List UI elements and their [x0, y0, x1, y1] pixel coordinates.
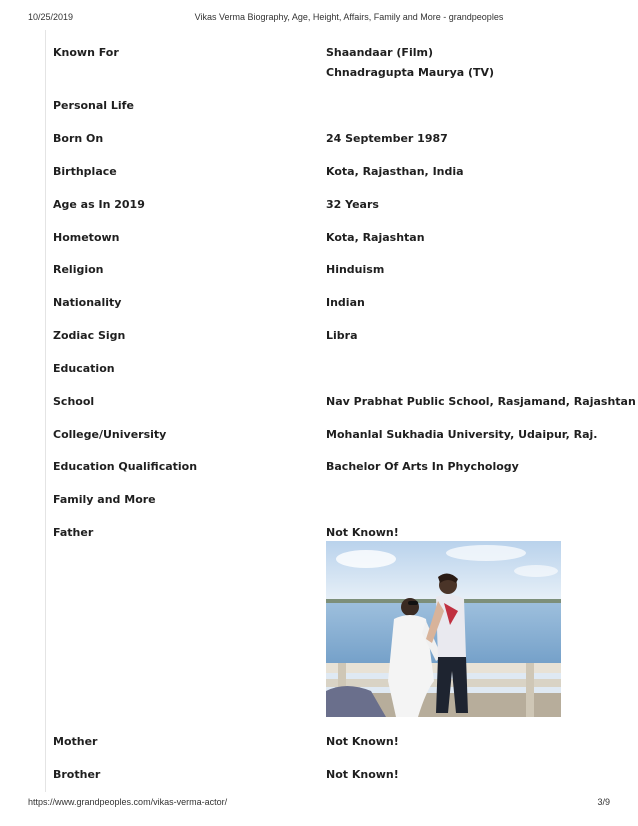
row-value: Not Known!	[326, 768, 399, 781]
row-label: Hometown	[53, 231, 120, 244]
row-value: Kota, Rajashtan	[326, 231, 425, 244]
row-value: Bachelor Of Arts In Phychology	[326, 460, 519, 473]
print-url: https://www.grandpeoples.com/vikas-verma-actor/	[28, 797, 228, 807]
row-label: Education Qualification	[53, 460, 198, 473]
row-label: College/University	[53, 428, 167, 441]
known-for-tv: Chnadragupta Maurya (TV)	[326, 66, 495, 79]
row-value: Not Known!	[326, 735, 399, 748]
left-divider	[45, 30, 46, 792]
print-header	[0, 12, 638, 24]
row-label: Father	[53, 526, 94, 539]
row-label: Birthplace	[53, 165, 117, 178]
row-label: Nationality	[53, 296, 122, 309]
row-value: Hinduism	[326, 263, 385, 276]
row-value: 24 September 1987	[326, 132, 448, 145]
row-label: Zodiac Sign	[53, 329, 126, 342]
row-label: Age as In 2019	[53, 198, 145, 211]
row-value: Nav Prabhat Public School, Rasjamand, Rajashtan	[326, 395, 636, 408]
row-label: Known For	[53, 46, 119, 59]
print-page-title: Vikas Verma Biography, Age, Height, Affairs, Family and More - grandpeoples	[194, 12, 504, 22]
row-label: Brother	[53, 768, 101, 781]
print-footer	[0, 797, 638, 809]
known-for-film: Shaandaar (Film)	[326, 46, 433, 59]
row-value: Kota, Rajasthan, India	[326, 165, 464, 178]
row-label: Mother	[53, 735, 98, 748]
row-label: School	[53, 395, 95, 408]
section-label: Family and More	[53, 493, 156, 506]
row-value: 32 Years	[326, 198, 379, 211]
row-value	[326, 46, 494, 86]
row-label: Religion	[53, 263, 104, 276]
row-value: Not Known!	[326, 526, 399, 539]
row-value: Mohanlal Sukhadia University, Udaipur, Raj.	[326, 428, 598, 441]
father-photo	[326, 541, 561, 717]
section-label: Education	[53, 362, 115, 375]
row-value: Indian	[326, 296, 365, 309]
row-label: Born On	[53, 132, 104, 145]
print-page-number: 3/9	[597, 797, 610, 807]
lakeside-photo-illustration	[326, 541, 561, 717]
print-date: 10/25/2019	[28, 12, 74, 22]
section-label: Personal Life	[53, 99, 134, 112]
row-value: Libra	[326, 329, 358, 342]
